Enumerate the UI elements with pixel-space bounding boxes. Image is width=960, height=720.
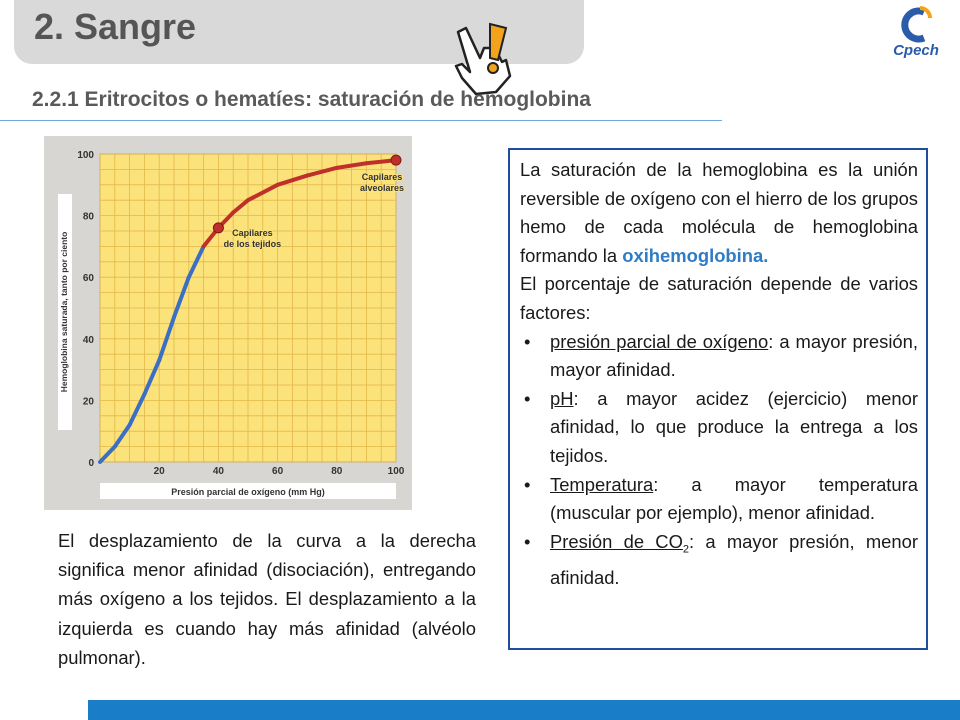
factor-term-sub: 2: [682, 543, 690, 556]
x-tick-label: 60: [272, 466, 284, 477]
info-box: [508, 148, 928, 650]
y-tick-label: 100: [77, 150, 94, 161]
annotation-point: [213, 223, 223, 233]
factor-term: [550, 530, 690, 556]
page-title: 2. Sangre: [34, 6, 197, 47]
factor-desc: : a mayor temperatura (muscular por ejemplo), menor afinidad.: [550, 473, 918, 524]
y-axis-label: Hemoglobina saturada, tanto por ciento: [59, 231, 69, 393]
list-item: [520, 328, 918, 385]
factor-desc: : a mayor presión, menor afinidad.: [550, 530, 918, 588]
definition-text: La saturación de la hemoglobina es la unión reversible de oxígeno con el hierro de los grupos hemo de cada molécula de hemoglobina formando la: [520, 159, 918, 266]
curve-shift-explanation: El desplazamiento de la curva a la derecha significa menor afinidad (disociación), entregando más oxígeno a los tejidos. El desplazamiento a la izquierda es cuando hay más afinidad (alvéolo pulmonar).: [58, 530, 476, 668]
pointing-hand-icon: [440, 18, 520, 98]
chart-svg: [44, 136, 412, 510]
y-tick-label: 80: [82, 211, 94, 223]
definition-paragraph: [520, 156, 918, 270]
factors-intro: El porcentaje de saturación depende de varios factores:: [520, 273, 918, 323]
y-tick-label: 20: [82, 396, 94, 408]
y-tick-label: 0: [88, 458, 94, 469]
section-subtitle: 2.2.1 Eritrocitos o hematíes: saturación de hemoglobina: [32, 88, 591, 111]
annotation-point: [391, 155, 401, 165]
x-tick-label: 20: [153, 466, 165, 477]
x-tick-label: 40: [212, 466, 224, 477]
factor-desc: : a mayor acidez (ejercicio) menor afinidad, lo que produce la entrega a los tejidos.: [550, 387, 918, 466]
annotation-label: Capilares: [361, 172, 403, 183]
list-item: [520, 471, 918, 528]
annotation-label: alveolares: [359, 183, 405, 194]
annotation-label: de los tejidos: [223, 238, 282, 249]
factors-list: [520, 328, 918, 593]
oxihemoglobina-term: oxihemoglobina.: [622, 244, 769, 266]
footer-bar: [88, 700, 960, 720]
logo-text: Cpech: [893, 42, 939, 59]
x-tick-label: 80: [331, 466, 343, 477]
factor-term: pH: [550, 387, 574, 409]
subtitle-divider: [0, 120, 722, 121]
list-item: [520, 385, 918, 471]
y-tick-label: 60: [82, 273, 94, 285]
factor-term: Temperatura: [550, 473, 654, 495]
cpech-logo: [880, 4, 952, 68]
annotation-label: Capilares: [232, 227, 273, 238]
x-tick-label: 100: [387, 466, 405, 477]
factor-term: presión parcial de oxígeno: [550, 330, 769, 352]
factor-desc: : a mayor presión, mayor afinidad.: [550, 330, 918, 381]
list-item: [520, 528, 918, 593]
x-axis-label: Presión parcial de oxígeno (mm Hg): [171, 487, 325, 497]
logo-mark-icon: [880, 4, 952, 44]
y-tick-label: 40: [82, 334, 94, 346]
factor-term-main: Presión de CO: [550, 530, 683, 552]
oxygen-dissociation-chart: [44, 136, 412, 510]
